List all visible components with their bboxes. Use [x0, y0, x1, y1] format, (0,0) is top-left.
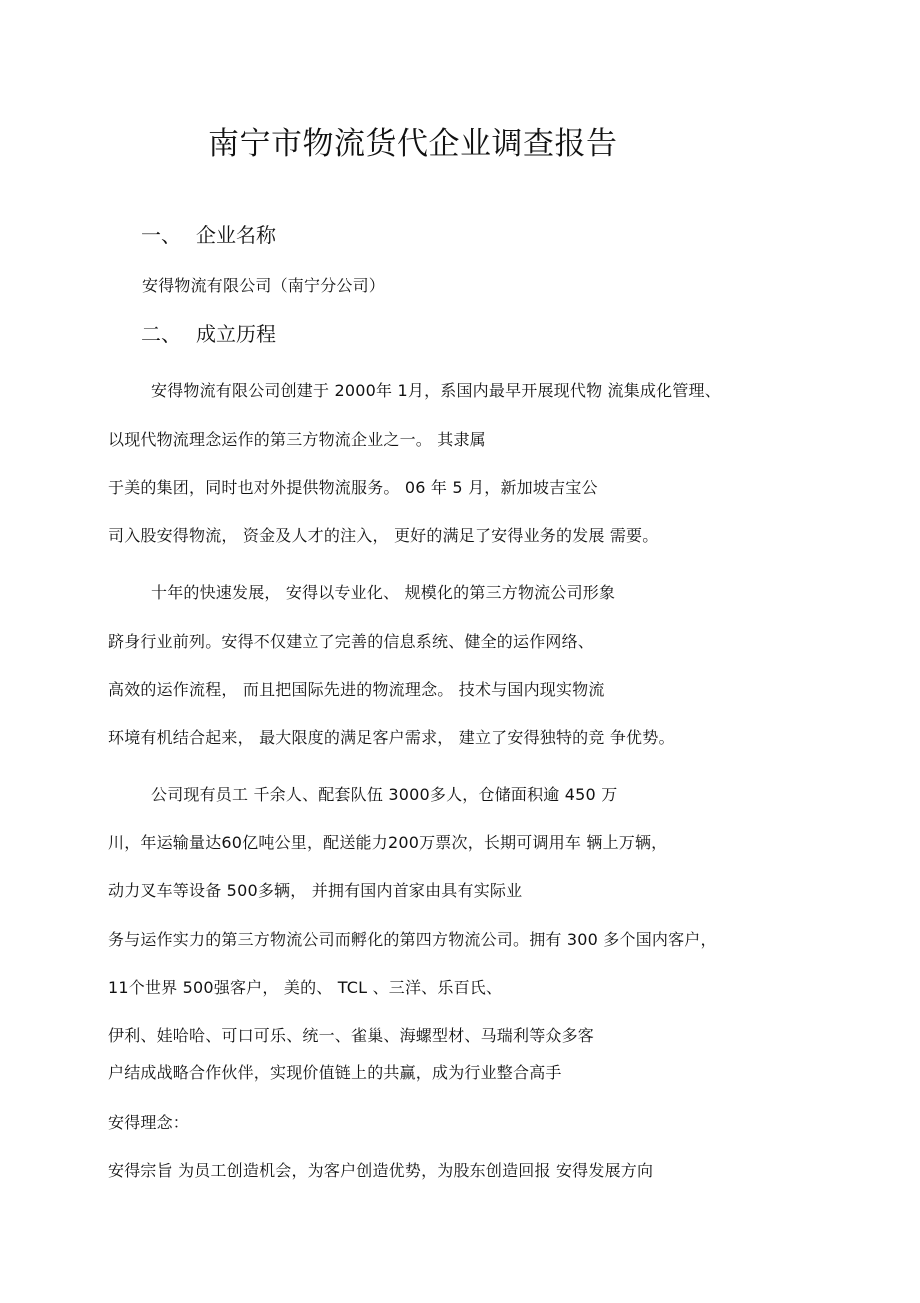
body-line: 安得宗旨 为员工创造机会，为客户创造优势，为股东创造回报 安得发展方向 — [108, 1161, 654, 1180]
body-line: 环境有机结合起来， 最大限度的满足客户需求， 建立了安得独特的竞 争优势。 — [108, 728, 675, 747]
body-line: 跻身行业前列。安得不仅建立了完善的信息系统、健全的运作网络、 — [108, 632, 595, 651]
body-line: 川，年运输量达60亿吨公里，配送能力200万票次，长期可调用车 辆上万辆， — [108, 833, 668, 852]
section-title: 企业名称 — [196, 223, 276, 247]
body-line: 十年的快速发展， 安得以专业化、 规模化的第三方物流公司形象 — [151, 583, 616, 602]
body-line: 安得物流有限公司创建于 2000年 1月，系国内最早开展现代物 流集成化管理、 — [151, 381, 721, 400]
body-line: 户结成战略合作伙伴，实现价值链上的共赢，成为行业整合高手 — [108, 1063, 562, 1082]
section-number: 二、 — [141, 322, 181, 346]
section-title: 成立历程 — [196, 322, 276, 346]
body-line: 于美的集团，同时也对外提供物流服务。 06 年 5 月，新加坡吉宝公 — [108, 478, 598, 497]
body-line: 务与运作实力的第三方物流公司而孵化的第四方物流公司。拥有 300 多个国内客户， — [108, 930, 717, 949]
page-title: 南宁市物流货代企业调查报告 — [208, 126, 618, 162]
body-line: 司入股安得物流， 资金及人才的注入， 更好的满足了安得业务的发展 需要。 — [108, 526, 659, 545]
body-line: 高效的运作流程， 而且把国际先进的物流理念。 技术与国内现实物流 — [108, 680, 605, 699]
body-line: 公司现有员工 千余人、配套队伍 3000多人，仓储面积逾 450 万 — [151, 785, 618, 804]
body-line: 安得理念： — [108, 1113, 190, 1132]
company-name: 安得物流有限公司（南宁分公司） — [142, 276, 386, 295]
body-line: 11个世界 500强客户， 美的、 TCL 、三洋、乐百氏、 — [108, 978, 503, 997]
section-number: 一、 — [141, 223, 181, 247]
body-line: 伊利、娃哈哈、可口可乐、统一、雀巢、海螺型材、马瑞利等众多客 — [108, 1026, 595, 1045]
body-line: 动力叉车等设备 500多辆， 并拥有国内首家由具有实际业 — [108, 881, 523, 900]
body-line: 以现代物流理念运作的第三方物流企业之一。 其隶属 — [108, 430, 486, 449]
